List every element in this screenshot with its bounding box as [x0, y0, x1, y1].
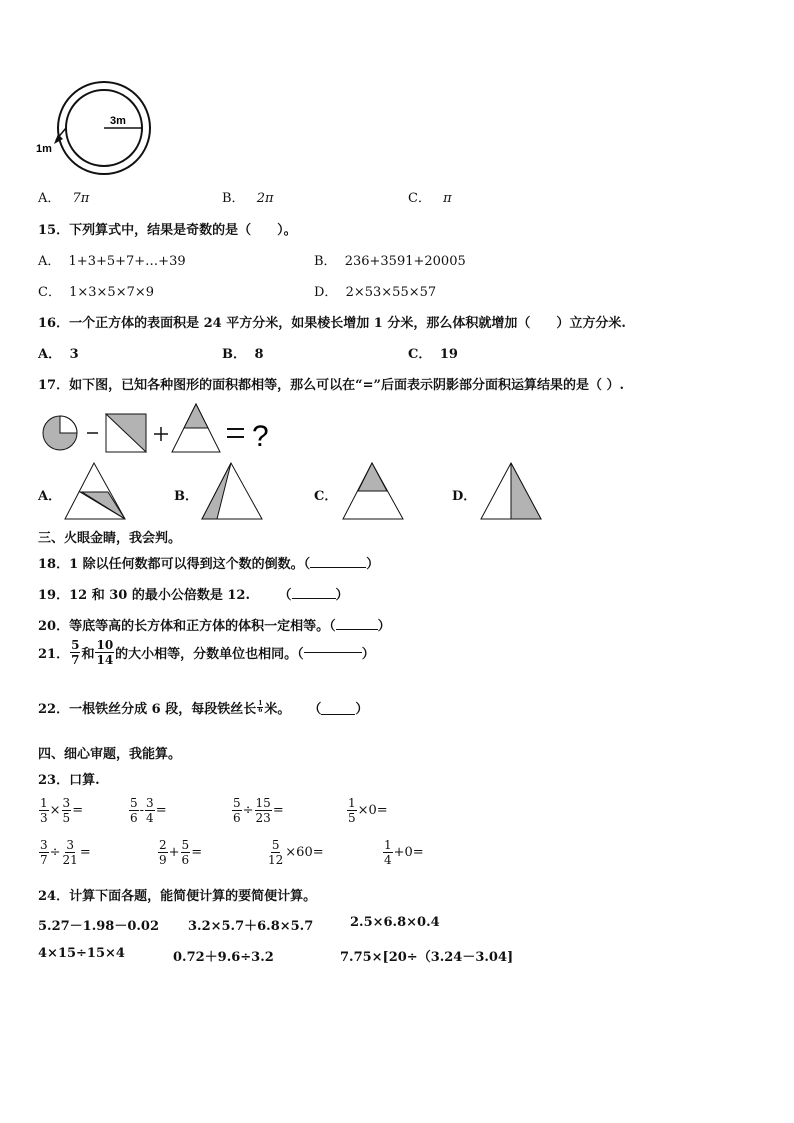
- option-letter: D．: [314, 285, 338, 300]
- q14-option-a: [38, 187, 89, 206]
- q17-option-d-figure: [478, 460, 544, 522]
- section-3-heading: 三、火眼金睛，我会判。: [38, 531, 182, 546]
- option-letter: A．: [38, 347, 62, 362]
- q23-item-5: [38, 838, 91, 867]
- fraction: $\frac{15}{23}$: [255, 796, 271, 825]
- width-label: 1m: [36, 143, 52, 155]
- q24-expr-1: 5.27－1.98－0.02: [38, 919, 159, 934]
- question-text: 20．等底等高的长方体和正方体的体积一定相等。（: [38, 619, 336, 634]
- q15-option-c: [38, 281, 154, 300]
- option-value: 19: [439, 347, 458, 362]
- fraction-5-7: $\frac{5}{7}$: [71, 638, 80, 667]
- q17-option-a-label: A．: [38, 489, 62, 504]
- q17-option-a-figure: [62, 460, 128, 522]
- fraction: $\frac{3}{5}$: [62, 796, 71, 825]
- question-number: 21．: [38, 647, 70, 662]
- option-letter: C．: [38, 285, 61, 300]
- q23-item-2: [128, 796, 167, 825]
- fraction-1-6: $\frac{1}{6}$: [258, 700, 263, 714]
- equals: =: [79, 845, 91, 860]
- question-mark: ?: [252, 420, 269, 453]
- triangle-shaded-top: [184, 404, 208, 428]
- option-value: 2×53×55×57: [345, 285, 437, 300]
- option-value: 236+3591+20005: [344, 254, 466, 269]
- q24-expr-4: 4×15÷15×4: [38, 946, 125, 961]
- fraction: $\frac{1}{5}$: [348, 796, 356, 825]
- fraction: $\frac{5}{6}$: [233, 796, 241, 825]
- q17-option-c-label: C．: [314, 489, 338, 504]
- question-text: 22．一根铁丝分成 6 段，每段铁丝长: [38, 702, 257, 717]
- question-text: 18．1 除以任何数都可以得到这个数的倒数。（: [38, 557, 311, 572]
- q24-title: 24．计算下面各题，能简便计算的要简便计算。: [38, 889, 317, 904]
- q17-option-b-label: B．: [174, 489, 198, 504]
- operator: +: [168, 845, 180, 860]
- operator: ÷: [49, 845, 61, 860]
- q23-item-8: [382, 838, 424, 867]
- answer-blank[interactable]: [292, 598, 336, 599]
- answer-blank[interactable]: [321, 700, 355, 715]
- q24-expr-3: 2.5×6.8×0.4: [350, 915, 440, 930]
- q23-item-6: [157, 838, 202, 867]
- operator: -: [139, 803, 145, 818]
- option-letter: C．: [408, 191, 431, 206]
- q14-option-c: [408, 187, 452, 206]
- q17-option-c-figure: [340, 460, 406, 522]
- q15-option-b: [314, 250, 466, 269]
- operator: ÷: [242, 803, 254, 818]
- q17-option-b-figure: [199, 460, 265, 522]
- close-paren: ）: [335, 588, 349, 603]
- close-paren: ）: [377, 619, 391, 634]
- equals: =: [155, 803, 167, 818]
- q24-expr-2: 3.2×5.7＋6.8×5.7: [188, 919, 314, 934]
- q15-option-a: [38, 250, 186, 269]
- shaded-region: [511, 463, 541, 519]
- fraction: $\frac{3}{4}$: [146, 796, 154, 825]
- q15-option-d: [314, 281, 436, 300]
- fraction: $\frac{1}{3}$: [40, 796, 48, 825]
- option-value: 1+3+5+7+…+39: [68, 254, 186, 269]
- q22: [38, 698, 368, 717]
- option-letter: C．: [408, 347, 432, 362]
- option-letter: B．: [314, 254, 337, 269]
- q17-option-d-label: D．: [452, 489, 477, 504]
- operator: +0=: [393, 845, 424, 860]
- operator: ×60=: [285, 845, 324, 860]
- fraction: $\frac{5}{6}$: [181, 838, 190, 867]
- q24-expr-5: 0.72＋9.6÷3.2: [173, 950, 274, 965]
- q23-title: 23．口算.: [38, 773, 100, 788]
- option-value: 2π: [256, 191, 274, 206]
- operator: ×: [49, 803, 61, 818]
- fraction: $\frac{1}{4}$: [384, 838, 392, 867]
- fraction: $\frac{5}{6}$: [130, 796, 138, 825]
- close-paren: ）: [361, 647, 375, 662]
- close-paren: ）: [366, 557, 380, 572]
- fraction: $\frac{3}{7}$: [40, 838, 48, 867]
- fraction: $\frac{3}{21}$: [62, 838, 78, 867]
- unit: 米。: [264, 702, 291, 717]
- q20: [38, 615, 391, 634]
- option-letter: A．: [38, 254, 61, 269]
- fraction: $\frac{5}{12}$: [268, 838, 284, 867]
- section-4-heading: 四、细心审题，我能算。: [38, 747, 182, 762]
- q16-stem: 16．一个正方体的表面积是 24 平方分米，如果棱长增加 1 分米，那么体积就增加（ ）立方分米.: [38, 316, 626, 331]
- q17-equation-figure: [40, 400, 280, 454]
- q23-item-1: [38, 796, 83, 825]
- q24-expr-6: 7.75×[20÷（3.24－3.04]: [340, 950, 514, 965]
- equals: =: [72, 803, 84, 818]
- question-text: 的大小相等，分数单位也相同。（: [115, 647, 304, 662]
- option-value: 3: [69, 347, 79, 362]
- option-letter: B．: [222, 191, 245, 206]
- q16-option-b: [222, 343, 264, 362]
- open-paren: （: [278, 588, 292, 603]
- option-value: 7π: [72, 191, 90, 206]
- q21: [38, 638, 375, 667]
- q14-option-b: [222, 187, 274, 206]
- ring-figure: [36, 78, 156, 178]
- fraction-10-14: $\frac{10}{14}$: [96, 638, 114, 667]
- close-paren: ）: [355, 702, 369, 717]
- option-letter: A．: [38, 191, 61, 206]
- q18: [38, 553, 379, 572]
- question-text: 19．12 和 30 的最小公倍数是 12.: [38, 588, 250, 603]
- q17-stem: 17．如下图，已知各种图形的面积都相等，那么可以在“=”后面表示阴影部分面积运算结果的是（ ）.: [38, 378, 624, 393]
- option-value: 8: [254, 347, 264, 362]
- answer-blank[interactable]: [310, 567, 366, 568]
- q16-option-c: [408, 343, 458, 362]
- option-value: π: [443, 191, 452, 206]
- shaded-region: [358, 463, 387, 491]
- option-letter: B．: [222, 347, 246, 362]
- q19: [38, 584, 349, 603]
- circle-unshaded-quarter: [60, 416, 77, 433]
- q23-item-7: [266, 838, 324, 867]
- answer-blank[interactable]: [304, 652, 362, 653]
- q23-item-4: [346, 796, 388, 825]
- equals: =: [272, 803, 284, 818]
- equals: =: [191, 845, 203, 860]
- width-arrow-head: [54, 134, 63, 144]
- operator: ×0=: [357, 803, 388, 818]
- conjunction: 和: [81, 647, 95, 662]
- fraction: $\frac{2}{9}$: [159, 838, 167, 867]
- open-paren: （: [308, 702, 322, 717]
- q15-stem: 15．下列算式中，结果是奇数的是（ ）。: [38, 223, 297, 238]
- inner-radius-label: 3m: [110, 115, 126, 127]
- option-value: 1×3×5×7×9: [69, 285, 155, 300]
- q16-option-a: [38, 343, 79, 362]
- answer-blank[interactable]: [336, 629, 378, 630]
- q23-item-3: [231, 796, 284, 825]
